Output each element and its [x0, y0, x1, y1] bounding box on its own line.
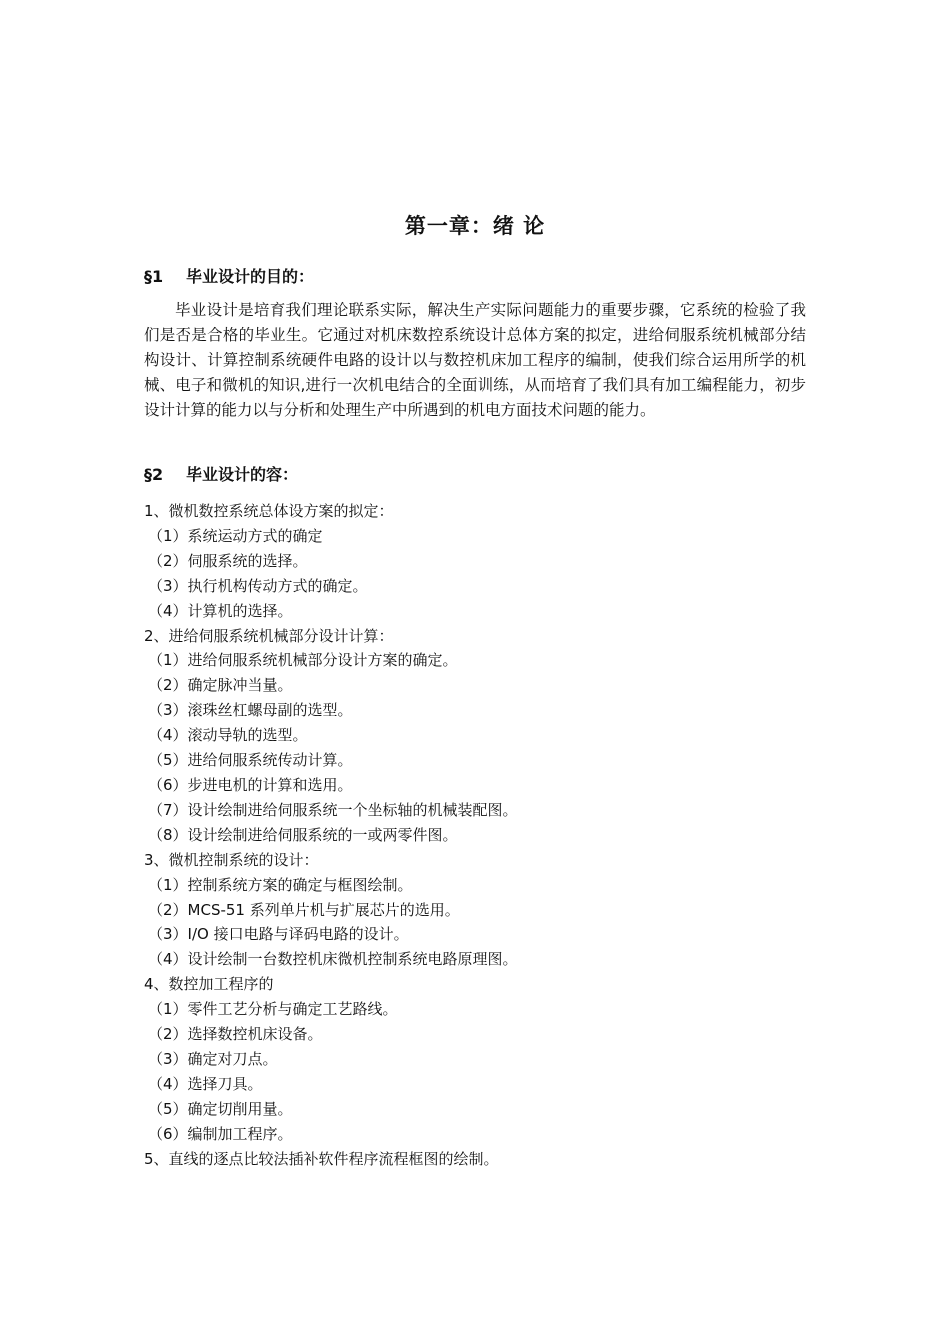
- section-heading-content: [144, 462, 298, 485]
- list-item: （1）零件工艺分析与确定工艺路线。: [148, 1000, 398, 1019]
- list-item: （1）控制系统方案的确定与框图绘制。: [148, 875, 413, 894]
- section-title: 毕业设计的容：: [186, 465, 299, 484]
- list-item: （4）滚动导轨的选型。: [148, 726, 308, 745]
- section-heading-purpose: [144, 264, 314, 287]
- list-item: （2）MCS-51 系列单片机与扩展芯片的选用。: [148, 900, 460, 919]
- list-item: （2）确定脉冲当量。: [148, 676, 293, 695]
- list-item: （5）确定切削用量。: [148, 1099, 293, 1118]
- list-item: （1）进给伺服系统机械部分设计方案的确定。: [148, 651, 458, 670]
- list-item: （3）I/O 接口电路与译码电路的设计。: [148, 925, 409, 944]
- list-item: （6）编制加工程序。: [148, 1124, 293, 1143]
- section-title: 毕业设计的目的：: [186, 267, 315, 286]
- list-item: （3）确定对刀点。: [148, 1049, 278, 1068]
- list-item: （7）设计绘制进给伺服系统一个坐标轴的机械装配图。: [148, 800, 518, 819]
- section-number: §2: [144, 465, 164, 484]
- list-item: （4）计算机的选择。: [148, 601, 293, 620]
- list-item: 3、微机控制系统的设计：: [144, 850, 319, 869]
- purpose-paragraph: 毕业设计是培育我们理论联系实际，解决生产实际问题能力的重要步骤，它系统的检验了我们是否是合格的毕业生。它通过对机床数控系统设计总体方案的拟定，进给伺服系统机械部分结构设计、计算控制系统硬件电路的设计以与数控机床加工程序的编制，使我们综合运用所学的机械、电子和微机的知识,进行一次机电结合的全面训练，从而培育了我们具有加工编程能力，初步设计计算的能力以与分析和处理生产中所遇到的机电方面技术问题的能力。: [144, 301, 806, 419]
- list-item: （4）设计绘制一台数控机床微机控制系统电路原理图。: [148, 950, 518, 969]
- list-item: （2）伺服系统的选择。: [148, 551, 308, 570]
- section-number: §1: [144, 267, 164, 286]
- content-list: [144, 499, 824, 1171]
- list-item: 1、微机数控系统总体设方案的拟定：: [144, 502, 394, 520]
- chapter-title: 第一章：绪 论: [404, 214, 546, 238]
- list-item: （8）设计绘制进给伺服系统的一或两零件图。: [148, 825, 458, 844]
- list-item: （3）滚珠丝杠螺母副的选型。: [148, 701, 353, 720]
- list-item: （4）选择刀具。: [148, 1074, 263, 1093]
- list-item: 2、进给伺服系统机械部分设计计算：: [144, 626, 394, 645]
- list-item: （3）执行机构传动方式的确定。: [148, 576, 368, 595]
- list-item: 4、数控加工程序的: [144, 975, 274, 994]
- list-item: （2）选择数控机床设备。: [148, 1025, 323, 1044]
- list-item: （6）步进电机的计算和选用。: [148, 775, 353, 794]
- list-item: （5）进给伺服系统传动计算。: [148, 751, 353, 770]
- list-item: 5、直线的逐点比较法插补软件程序流程框图的绘制。: [144, 1149, 499, 1168]
- list-item: （1）系统运动方式的确定: [148, 526, 323, 545]
